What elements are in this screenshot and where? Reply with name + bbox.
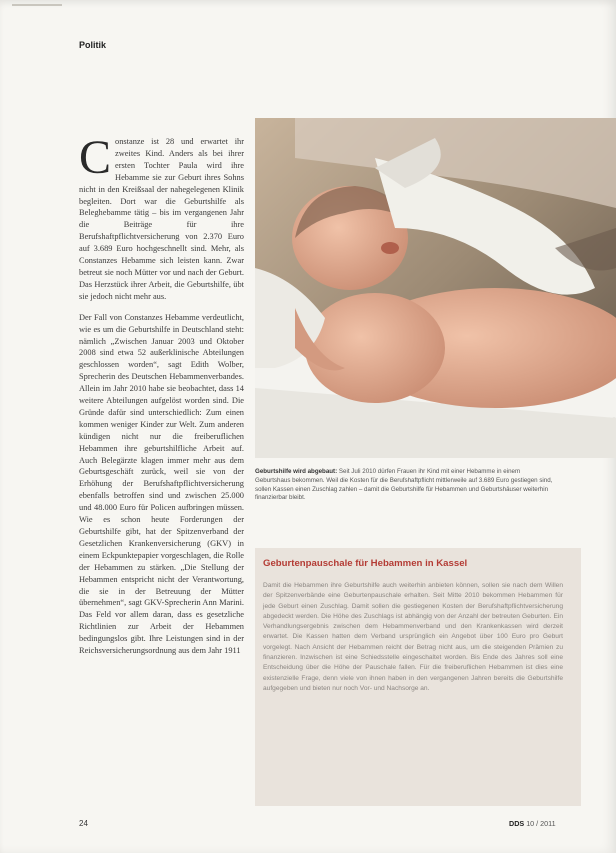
caption-text: Seit Juli 2010 dürfen Frauen ihr Kind mit einer Hebamme in einem Geburtshaus bekommen. Weil die Kosten für die Berufshaftpflicht mittlerweile auf 3.689 Euro gestiegen sind, sollen Kassen einen Zuschlag zahlen – damit die Geburtshilfe für Hebammen und Geburtshäuser weiterhin finanzierbar bleibt. (255, 468, 553, 502)
article-paragraph-2: Der Fall von Constanzes Hebamme verdeutlicht, wie es um die Geburtshilfe in Deutschland steht: nämlich „Zwischen Januar 2003 und Oktober 2008 sind etwa 52 außerklinische Abteilungen geschlossen worden“, sagt Edith Wolber, Sprecherin des Deutschen Hebammenverbandes. Allein im Jahr 2010 habe sie beobachtet, dass 14 weitere Abteilungen aufgelöst worden sind. Die Gründe dafür sind unterschiedlich: Zum einen kommen weniger Kinder zur Welt. Zum anderen kündigen nicht nur die freiberuflichen Hebammen ihre geburtshilfliche Arbeit auf. Auch Belegärzte klagen immer mehr aus dem Geburtsgeschäft zurück, weil sie von der Erhöhung der Berufshaftpflichtversicherung ebenfalls betroffen sind und zwischen 25.000 und 48.000 Euro für Policen aufbringen müssen. Wie es schon heute Forderungen der Geburtshilfe gibt, hat der Spitzenverband der Gesetzlichen Krankenversicherung (GKV) in einem Eckpunktepapier vorgeschlagen, die Rolle der Hebammen zu stärken. „Die Stellung der Hebammen entspricht nicht der Verantwortung, die sie in der Betreuung der Mütter übernehmen“, sagt GKV-Sprecherin Ann Marini. Das Feld vor allem daran, dass es gesetzliche Richtlinien zur Arbeit der Hebammen bedingungslos gibt. Ihre Leistungen sind in der Reichsversicherungsordnung aus dem Jahr 1911 (79, 312, 244, 656)
top-rule (12, 4, 62, 6)
newborn-photo (255, 118, 616, 458)
info-box-title: Geburtenpauschale für Hebammen in Kassel (263, 558, 468, 569)
newborn-illustration (255, 118, 616, 458)
drop-cap: C (79, 131, 112, 184)
paragraph-1-text: onstanze ist 28 und erwartet ihr zweites Kind. Anders als bei ihrer ersten Tochter Paula wird ihre Hebamme sie zur Geburt ihres Sohns nicht in den Kreißsaal der nahegelegenen Klinik begleiten. Dort war die Geburtshilfe als Beleghebamme tätig – bis im vergangenen Jahr die Beiträge für ihre Berufshaftpflichtversicherung von 2.370 Euro auf 3.689 Euro hochgeschnellt sind. Mehr, als Constanzes Hebamme sich leisten kann. Zwar betreut sie noch Mütter vor und nach der Geburt. Das Herzstück ihrer Arbeit, die Geburtshilfe, übt sie jedoch nicht mehr aus. (79, 137, 244, 301)
article-column (79, 131, 244, 666)
magazine-name: DDS (509, 819, 525, 828)
footer-issue (509, 819, 556, 828)
page-number: 24 (79, 819, 88, 828)
info-box-text: Damit die Hebammen ihre Geburtshilfe auch weiterhin anbieten können, sollen sie nach dem Willen der Spitzenverbände eine Geburtenpauschale erhalten. Seit Mitte 2010 bekommen Hebammen für jede Geburt einen Zuschlag. Damit sollen die gestiegenen Kosten der Berufshaftpflichtversicherung abgedeckt werden. Die Höhe des Zuschlags ist abhängig von der Anzahl der betreuten Geburten. Ein Verhandlungsergebnis zwischen dem Hebammenverband und den Krankenkassen wird derzeit erwartet. Die Kassen hatten dem Verband ursprünglich ein Angebot über 100 Euro pro Geburt vorgelegt. Nach Ansicht der Hebammen reicht der Betrag nicht aus, um die steigenden Prämien zu finanzieren. Inzwischen ist eine Schiedsstelle eingeschaltet worden. Bis Ende des Jahres soll eine Entscheidung über die Höhe der Pauschale fallen. Für die freiberuflichen Hebammen ist dies eine existenzielle Frage, denn viele von ihnen haben in den vergangenen Jahren bereits die Geburtshilfe aufgegeben und bieten nur noch Vor- und Nachsorge an. (263, 582, 563, 692)
caption-title: Geburtshilfe wird abgebaut: (255, 468, 338, 475)
section-label: Politik (79, 40, 107, 50)
info-box (255, 548, 581, 806)
photo-caption (255, 468, 555, 503)
issue-number: 10 / 2011 (526, 819, 556, 828)
article-paragraph-1 (79, 131, 244, 303)
